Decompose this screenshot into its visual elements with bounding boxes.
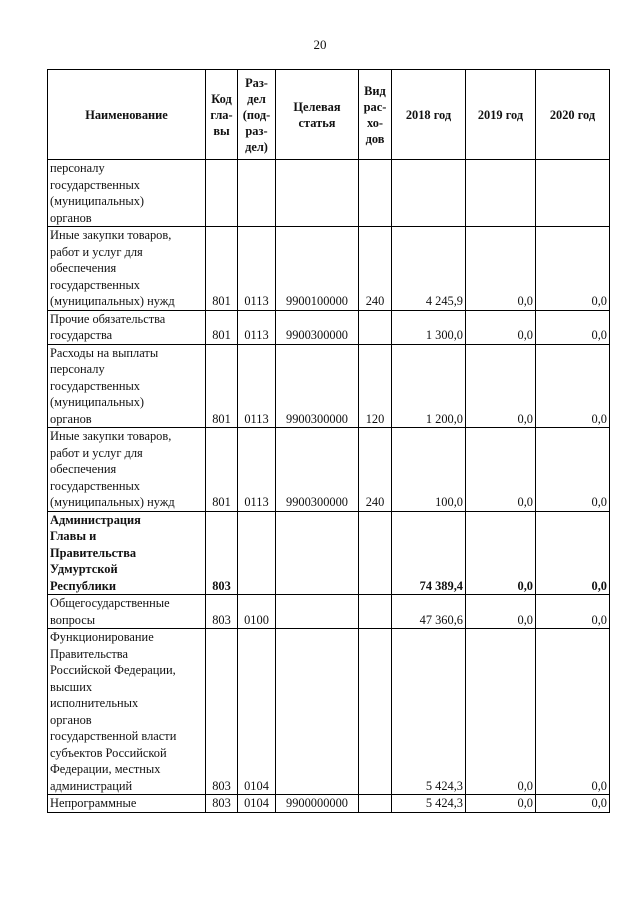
table-row [48, 310, 610, 344]
row-razdel-cell: 0113 [238, 227, 276, 311]
header-2019: 2019 год [466, 70, 536, 160]
row-kod-cell: 801 [206, 227, 238, 311]
header-kod: Код гла- вы [206, 70, 238, 160]
row-name-line: Правительства [50, 646, 128, 661]
row-name-cell [48, 160, 206, 227]
row-vid-cell [359, 595, 392, 629]
row-v2020-cell: 0,0 [536, 595, 610, 629]
row-kod-cell: 803 [206, 629, 238, 795]
row-vid-cell [359, 310, 392, 344]
row-cel-cell: 9900000000 [276, 795, 359, 813]
row-v2019-cell [466, 160, 536, 227]
row-name-line: Иные закупки товаров, [50, 228, 172, 242]
header-cel: Целевая статья [276, 70, 359, 160]
row-v2020-cell: 0,0 [536, 629, 610, 795]
row-name-line: Удмуртской [50, 562, 118, 576]
row-v2018-cell: 5 424,3 [392, 629, 466, 795]
row-name-line: работ и услуг для [50, 445, 143, 460]
row-kod-cell: 801 [206, 310, 238, 344]
row-vid-cell: 240 [359, 227, 392, 311]
row-razdel-cell: 0113 [238, 428, 276, 512]
row-v2019-cell: 0,0 [466, 629, 536, 795]
row-vid-cell [359, 629, 392, 795]
table-body [48, 160, 610, 813]
row-name-line: субъектов Российской [50, 745, 167, 760]
row-name-line: персоналу [50, 161, 105, 175]
row-name-line: органов [50, 712, 92, 727]
row-razdel-cell: 0104 [238, 629, 276, 795]
row-cel-cell: 9900300000 [276, 428, 359, 512]
row-name-line: органов [50, 210, 92, 225]
row-vid-cell: 120 [359, 344, 392, 428]
row-v2018-cell: 1 200,0 [392, 344, 466, 428]
row-name-cell [48, 595, 206, 629]
header-vid: Вид рас- хо- дов [359, 70, 392, 160]
row-kod-cell: 803 [206, 595, 238, 629]
row-name-line: государственных [50, 378, 141, 393]
budget-table [47, 69, 610, 813]
row-v2019-cell: 0,0 [466, 511, 536, 595]
row-v2020-cell [536, 160, 610, 227]
table-row [48, 344, 610, 428]
row-name-line: государства [50, 328, 113, 342]
row-name-line: Российской Федерации, [50, 663, 176, 677]
row-name-line: государственной власти [50, 729, 177, 743]
row-name-line: Главы и [50, 529, 97, 543]
row-v2020-cell: 0,0 [536, 227, 610, 311]
row-name-cell [48, 795, 206, 813]
row-name-line: органов [50, 411, 92, 426]
row-razdel-cell: 0100 [238, 595, 276, 629]
row-cel-cell [276, 595, 359, 629]
row-name-cell [48, 629, 206, 795]
header-razdel: Раз- дел (под- раз- дел) [238, 70, 276, 160]
row-kod-cell: 803 [206, 795, 238, 813]
row-name-line: (муниципальных) [50, 395, 145, 409]
row-name-line: администраций [50, 778, 133, 793]
table-row [48, 511, 610, 595]
row-name-line: Федерации, местных [50, 762, 161, 776]
row-vid-cell: 240 [359, 428, 392, 512]
table-row [48, 227, 610, 311]
row-name-line: Общегосударственные [50, 596, 170, 610]
row-cel-cell: 9900300000 [276, 344, 359, 428]
row-name-line: Непрограммные [50, 796, 137, 810]
row-cel-cell: 9900100000 [276, 227, 359, 311]
row-v2020-cell: 0,0 [536, 795, 610, 813]
row-vid-cell [359, 160, 392, 227]
row-name-line: вопросы [50, 612, 96, 627]
row-kod-cell: 801 [206, 428, 238, 512]
row-razdel-cell: 0113 [238, 310, 276, 344]
row-cel-cell [276, 629, 359, 795]
row-razdel-cell: 0113 [238, 344, 276, 428]
row-v2020-cell: 0,0 [536, 344, 610, 428]
row-name-line: Прочие обязательства [50, 311, 166, 326]
row-v2020-cell: 0,0 [536, 310, 610, 344]
row-v2019-cell: 0,0 [466, 227, 536, 311]
row-v2018-cell: 47 360,6 [392, 595, 466, 629]
row-kod-cell [206, 160, 238, 227]
row-name-line: Республики [50, 578, 116, 593]
row-kod-cell: 803 [206, 511, 238, 595]
row-name-line: работ и услуг для [50, 244, 143, 259]
row-v2019-cell: 0,0 [466, 795, 536, 813]
table-row [48, 595, 610, 629]
table-row [48, 160, 610, 227]
row-name-cell [48, 227, 206, 311]
header-2020: 2020 год [536, 70, 610, 160]
row-cel-cell [276, 511, 359, 595]
row-v2019-cell: 0,0 [466, 428, 536, 512]
row-name-line: Иные закупки товаров, [50, 429, 172, 443]
row-vid-cell [359, 511, 392, 595]
row-kod-cell: 801 [206, 344, 238, 428]
header-name: Наименование [48, 70, 206, 160]
row-name-cell [48, 344, 206, 428]
row-v2018-cell: 100,0 [392, 428, 466, 512]
row-name-line: (муниципальных) нужд [50, 495, 175, 509]
row-name-line: государственных [50, 177, 141, 192]
row-name-cell [48, 428, 206, 512]
row-name-line: высших [50, 679, 93, 694]
row-razdel-cell: 0104 [238, 795, 276, 813]
row-name-cell [48, 511, 206, 595]
row-name-line: (муниципальных) нужд [50, 294, 175, 308]
row-v2018-cell: 4 245,9 [392, 227, 466, 311]
row-v2019-cell: 0,0 [466, 344, 536, 428]
row-v2020-cell: 0,0 [536, 511, 610, 595]
row-name-line: обеспечения [50, 261, 117, 275]
row-name-line: (муниципальных) [50, 194, 145, 208]
row-razdel-cell [238, 160, 276, 227]
row-name-line: персоналу [50, 362, 105, 376]
row-v2018-cell: 74 389,4 [392, 511, 466, 595]
row-v2019-cell: 0,0 [466, 310, 536, 344]
row-cel-cell: 9900300000 [276, 310, 359, 344]
table-row [48, 795, 610, 813]
row-name-line: Правительства [50, 545, 137, 560]
table-row [48, 629, 610, 795]
header-2018: 2018 год [392, 70, 466, 160]
row-v2018-cell [392, 160, 466, 227]
row-v2018-cell: 1 300,0 [392, 310, 466, 344]
row-name-line: Расходы на выплаты [50, 345, 159, 360]
row-v2020-cell: 0,0 [536, 428, 610, 512]
row-v2019-cell: 0,0 [466, 595, 536, 629]
row-cel-cell [276, 160, 359, 227]
row-name-cell [48, 310, 206, 344]
row-name-line: государственных [50, 478, 141, 493]
page-number: 20 [313, 37, 327, 52]
row-v2018-cell: 5 424,3 [392, 795, 466, 813]
row-razdel-cell [238, 511, 276, 595]
table-row [48, 428, 610, 512]
row-vid-cell [359, 795, 392, 813]
row-name-line: государственных [50, 277, 141, 292]
row-name-line: обеспечения [50, 462, 117, 476]
table-header-row [48, 70, 610, 160]
row-name-line: Функционирование [50, 630, 154, 644]
row-name-line: исполнительных [50, 696, 139, 710]
row-name-line: Администрация [50, 512, 141, 527]
